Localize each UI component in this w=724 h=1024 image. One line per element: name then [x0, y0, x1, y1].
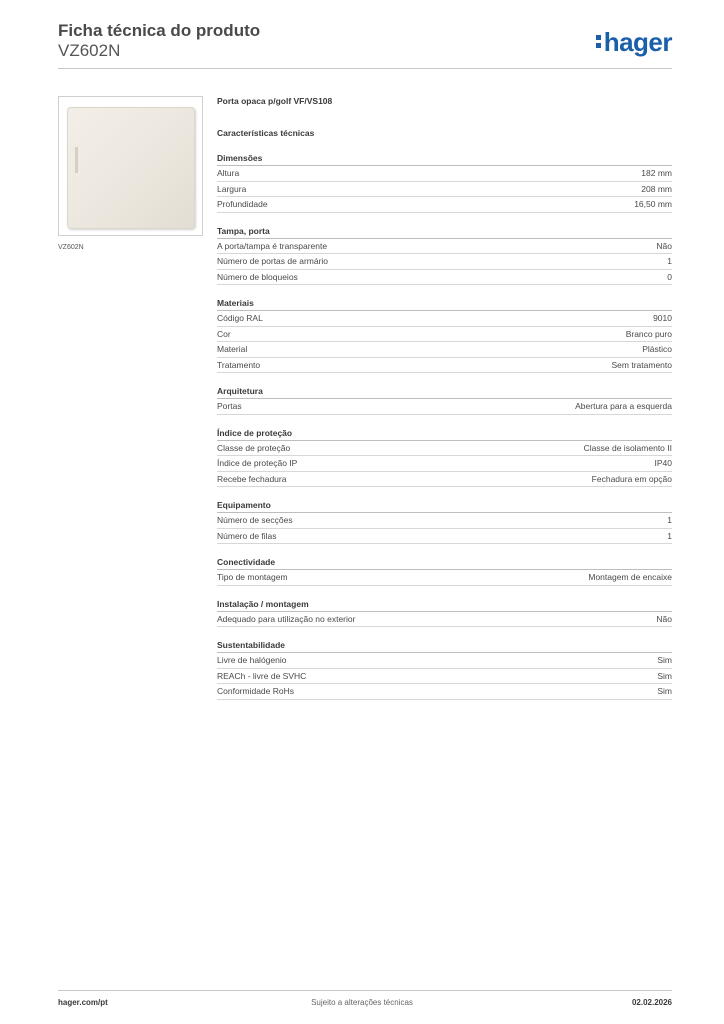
spec-group	[217, 427, 672, 488]
spec-group-title: Dimensões	[217, 152, 672, 166]
spec-row	[217, 456, 672, 472]
spec-label: Índice de proteção IP	[217, 458, 298, 468]
spec-value: Fechadura em opção	[591, 473, 672, 484]
spec-group	[217, 385, 672, 415]
spec-value: 9010	[653, 313, 672, 323]
spec-group-title: Tampa, porta	[217, 225, 672, 239]
spec-label: Adequado para utilização no exterior	[217, 613, 356, 624]
spec-group-title: Equipamento	[217, 499, 672, 513]
spec-value: 16,50 mm	[634, 199, 672, 209]
spec-label: Profundidade	[217, 199, 268, 209]
spec-value: 208 mm	[641, 183, 672, 194]
logo-text: hager	[603, 27, 672, 57]
spec-content	[217, 96, 672, 700]
spec-value: Sim	[657, 670, 672, 681]
spec-label: Portas	[217, 401, 242, 411]
spec-group	[217, 225, 672, 286]
spec-value: 0	[667, 271, 672, 282]
image-caption: VZ602N	[58, 244, 84, 251]
spec-row	[217, 358, 672, 374]
spec-label: Conformidade RoHs	[217, 686, 295, 696]
spec-label: Número de portas de armário	[217, 256, 329, 266]
spec-label: Número de secções	[217, 515, 293, 525]
spec-group-title: Sustentabilidade	[217, 639, 672, 653]
spec-value: 1	[667, 515, 672, 525]
spec-group	[217, 499, 672, 544]
spec-group	[217, 556, 672, 586]
footer-divider	[58, 990, 672, 991]
spec-row	[217, 197, 672, 213]
product-name: Porta opaca p/golf VF/VS108	[217, 96, 333, 106]
spec-label: A porta/tampa é transparente	[217, 240, 328, 251]
spec-label: Recebe fechadura	[217, 473, 287, 484]
spec-label: Altura	[217, 168, 240, 178]
spec-value: 182 mm	[641, 168, 672, 178]
spec-value: Abertura para a esquerda	[575, 401, 672, 411]
spec-value: Plástico	[642, 344, 672, 354]
spec-value: Não	[656, 613, 672, 624]
spec-row	[217, 472, 672, 488]
spec-value: Branco puro	[625, 328, 672, 339]
spec-groups	[217, 152, 672, 700]
door-panel-graphic	[67, 107, 195, 229]
spec-label: Código RAL	[217, 313, 263, 323]
spec-row	[217, 254, 672, 270]
header-divider	[58, 68, 672, 69]
product-code: VZ602N	[58, 41, 121, 60]
spec-label: Livre de halógenio	[217, 655, 287, 665]
spec-row	[217, 513, 672, 529]
spec-group-title: Instalação / montagem	[217, 598, 672, 612]
spec-value: Sem tratamento	[611, 359, 672, 370]
spec-group	[217, 639, 672, 700]
spec-row	[217, 529, 672, 545]
spec-label: Número de filas	[217, 530, 277, 541]
spec-label: Material	[217, 344, 248, 354]
spec-value: Não	[656, 240, 672, 251]
spec-row	[217, 166, 672, 182]
footer-notice: Sujeito a alterações técnicas	[311, 998, 413, 1007]
spec-label: Número de bloqueios	[217, 271, 298, 282]
spec-row	[217, 270, 672, 286]
spec-group	[217, 598, 672, 628]
technical-specs-heading: Características técnicas	[217, 128, 315, 138]
page-title: Ficha técnica do produto	[58, 21, 261, 40]
logo-dots-icon	[596, 27, 602, 51]
spec-row	[217, 327, 672, 343]
spec-label: Largura	[217, 183, 247, 194]
spec-group	[217, 297, 672, 373]
spec-label: REACh - livre de SVHC	[217, 670, 307, 681]
spec-row	[217, 399, 672, 415]
spec-row	[217, 570, 672, 586]
spec-value: Sim	[657, 686, 672, 696]
spec-row	[217, 684, 672, 700]
spec-value: Sim	[657, 655, 672, 665]
spec-value: 1	[667, 256, 672, 266]
spec-group-title: Materiais	[217, 297, 672, 311]
spec-label: Cor	[217, 328, 231, 339]
spec-row	[217, 669, 672, 685]
spec-row	[217, 311, 672, 327]
spec-row	[217, 239, 672, 255]
footer-website[interactable]: hager.com/pt	[58, 998, 108, 1007]
spec-group	[217, 152, 672, 213]
door-edge-graphic	[75, 147, 78, 173]
spec-value: Classe de isolamento II	[583, 442, 672, 453]
spec-value: Montagem de encaixe	[588, 572, 672, 582]
spec-group-title: Índice de proteção	[217, 427, 672, 441]
product-image	[58, 96, 203, 236]
spec-label: Tratamento	[217, 359, 261, 370]
spec-label: Classe de proteção	[217, 442, 291, 453]
spec-row	[217, 653, 672, 669]
hager-logo	[596, 27, 672, 57]
spec-row	[217, 342, 672, 358]
spec-row	[217, 441, 672, 457]
spec-value: IP40	[654, 458, 672, 468]
spec-row	[217, 182, 672, 198]
footer-date: 02.02.2026	[631, 998, 672, 1007]
spec-group-title: Conectividade	[217, 556, 672, 570]
spec-row	[217, 612, 672, 628]
spec-value: 1	[667, 530, 672, 541]
spec-group-title: Arquitetura	[217, 385, 672, 399]
spec-label: Tipo de montagem	[217, 572, 288, 582]
